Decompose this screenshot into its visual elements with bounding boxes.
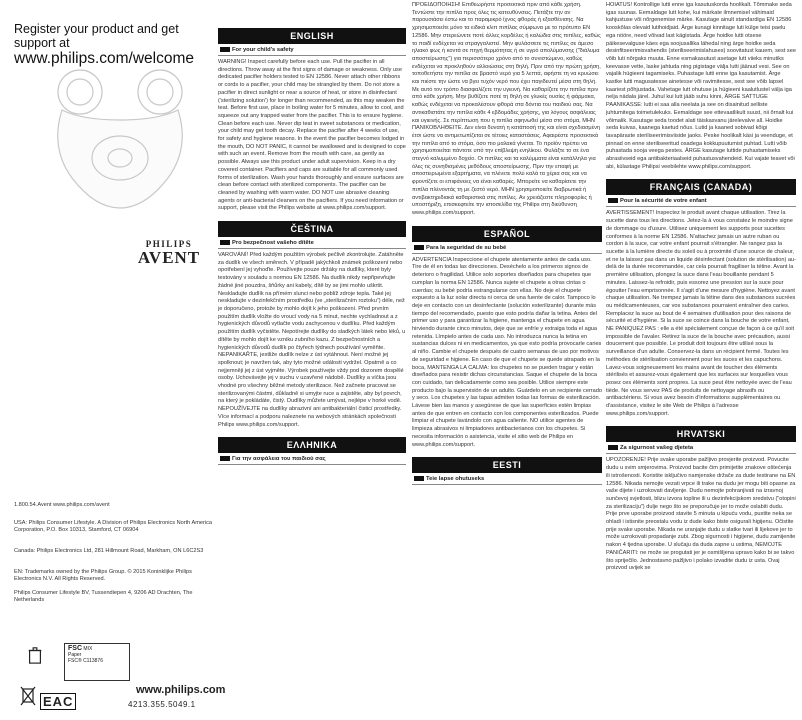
contact-canada-text: Canada: Philips Electronics Ltd, 281 Hillmount Road, Markham, ON L6C2S3	[14, 548, 204, 554]
section-sub-eesti: Teie lapse ohutuseks	[412, 475, 602, 485]
register-text: Register your product and get support at	[14, 22, 179, 50]
section-title-eesti: EESTI	[412, 457, 602, 473]
section-sub-ellinika: Για την ασφάλεια του παιδιού σας	[218, 455, 406, 465]
pacifier-illustration	[40, 58, 200, 218]
column-4	[606, 2, 796, 573]
section-text-espanol: ADVERTENCIA Inspeccione el chupete atentamente antes de cada uso. Tire de él en todas las direcciones. Deséchelo a los primeros signos de deterioro o fragilidad. Utilice solo soportes diseñados para chupetes que cumplan la norma EN 12586. Nunca sujete el chupete a otras cintas o cuerdas; su bebé podría estrangularse con ellas. No deje el chupete expuesto a la luz solar directa ni cerca de una fuente de calor. Tampoco lo deje en contacto con un desinfectante (solución esterilizante) durante más tiempo del recomendado, puesto que esto podría dañar la tetina. Antes del primer uso y para garantizar la higiene, mantenga el chupete en agua hirviendo durante cinco minutos, deje que se enfríe y extraiga toda el agua retenida. Límpielo antes de cada uso. No introduzca nunca la tetina en sustancias dulces ni en medicamentos, ya que esto podría provocarle caries al niño. Cambie el chupete después de cuatro semanas de uso por motivos de seguridad e higiene. En caso de que el chupete se quede atrapado en la boca, MANTENGA LA CALMA: los chupetes no se pueden tragar y están diseñados para resistir dichas circunstancias. Saque el chupete de la boca con cuidado, tan delicadamente como sea posible. Utilice siempre este producto bajo la supervisión de un adulto. Guárdelo en un recipiente cerrado y seco. Los chupetes y las tapas admiten todas las formas de esterilización. Lávese bien las manos y asegúrese de que las superficies estén limpias antes de que entren en contacto con los componentes esterilizados. Puede limpiar el chupete lavándolo con agua caliente. NO utilice agentes de limpieza abrasivos ni limpiadores antibacterianos con los chupetes. Si necesita información o asistencia, visite el sitio web de Philips en www.philips.com/support.	[412, 256, 603, 448]
section-sub-hrvatski: Za sigurnost vašeg djeteta	[606, 444, 796, 454]
eac-mark: EAC	[40, 693, 76, 710]
section-title-hrvatski: HRVATSKI	[606, 426, 796, 442]
contact-usa-text: USA: Philips Consumer Lifestyle. A Division of Philips Electronics North America Corporation, P.O. Box 10313, Stamford, CT 06904	[14, 520, 213, 534]
trademark-text: EN: Trademarks owned by the Philips Group. © 2015 Koninklijke Philips Electronics N.V. All Rights Reserved.	[14, 569, 192, 583]
fsc-paper: Paper	[68, 652, 82, 658]
column-3	[412, 2, 602, 488]
contact-usa	[14, 520, 214, 540]
document-code: 4213.355.5049.1	[128, 700, 196, 709]
weee-bin-icon	[20, 685, 36, 707]
section-sub-espanol: Para la seguridad de su bebé	[412, 244, 602, 254]
section-text-eesti: HOIATUS! Kontrollige lutti enne iga kasutuskorda hoolikalt. Tõmmake seda igas suunas. Eemaldage lutt kohe, kui märkate ilmnemisel vähimaid kahjustuse või nõrgenemise märke. Kasutage ainult standardiga EN 12586 kooskõlas olevaid lutihoidjaid. Ärge kunagi kinnitage luti külge teisi paelu ega nööre, need võivad last kägistada. Ärge hoidke lutti otsese päikesevalguse käes ega soojusallika lähedal ning ärge hoidke seda desinfitseerimisvahendis (steriliseerimislahuses) soovitatust kauem, sest see võib luti nõrgaks muuta. Enne esmakasutust asetage lutt viieks minutiks keevasse vette, laske jahtuda ning pigistage välja lutti jäänud vesi. See on vajalik hügieeni tagamiseks. Puhastage lutti enne iga kasutamist. Ärge kastke lutti magusatesse ainetesse või ravimitesse, sest see võib lapsel kaariest põhjustada. Vahetage lutt ohutuse ja hügieeni kaalutlustel välja iga nelja nädala järel. Juhul kui lutt jääb suhu kinni, ÄRGE SATTUGE PAANIKASSE: lutti ei saa alla neelata ja see on disainitud selliste juhtumitega toimetulekuks. Eemaldage see ettevaatlikult suust, nii õrnalt kui võimalik. Kasutage seda toodet alati täiskasvanu järelevalve all. Hoidke seda kuivas, kaanega kaetud nõus. Lutid ja kaaned sobivad kõigi tavapäraste steriliseerimisviiside jaoks. Peske hoolikalt käsi ja veenduge, et pinnad on enne steriliseeritud osadega kokkupuutumist puhtad. Lutti võib puhastada sooja veega pestes. ÄRGE kasutage luttide puhastamiseks abrasiivseid ega antibakteriaalseid puhastusvahendeid. Kui vajate teavet või abi, külastage Philipsi veebilehte www.philips.com/support.	[606, 2, 796, 170]
section-sub-francais: Pour la sécurité de votre enfant	[606, 197, 796, 207]
contact-phone-web: 1.800.54.Avent www.philips.com/avent	[14, 502, 110, 508]
contact-trademark	[14, 569, 214, 589]
recycle-icon	[26, 645, 44, 665]
section-title-ellinika: ΕΛΛΗΝΙΚΑ	[218, 437, 406, 453]
footer-url[interactable]: www.philips.com	[136, 684, 226, 696]
section-title-francais: FRANÇAIS (CANADA)	[606, 179, 796, 195]
section-text-ellinika: ΠΡΟΕΙΔΟΠΟΙΗΣΗ! Επιθεωρήστε προσεκτικά πριν από κάθε χρήση. Τεντώστε την πιπίλα προς όλες τις κατευθύνσεις. Πετάξτε την αν παρουσιάσει έστω και το παραμικρό ίχνος φθοράς ή εξασθένισης. Να χρησιμοποιείτε μόνο τα ειδικά κλιπ πιπίλας σύμφωνα με το πρότυπο EN 12586. Μην στερεώνετε ποτέ άλλες κορδέλες ή καλώδια στις πιπίλες, καθώς το παιδί ενδέχεται να στραγγαλιστεί. Μην φυλάσσετε τις πιπίλες σε άμεσο ηλιακό φως ή κοντά σε πηγή θερμότητας ή σε υγρό απολύμανσης ("διάλυμα αποστείρωσης") για περισσότερο χρόνο από το συνιστώμενο, καθώς ενδέχεται να προκληθούν αλλοιώσεις στη θηλή. Πριν από την πρώτη χρήση, τοποθετήστε την πιπίλα σε βραστό νερό για 5 λεπτά, αφήστε τη να κρυώσει και πιέστε την ώστε να βγει τυχόν νερό που έχει παγιδευτεί μέσα στη θηλή. Με αυτό τον τρόπο διασφαλίζετε την υγιεινή. Να καθαρίζετε την πιπίλα πριν από κάθε χρήση. Μην βυθίζετε ποτέ τη θηλή σε γλυκές ουσίες ή φάρμακα, καθώς ενδέχεται να προκαλέσουν φθορά στα δόντια του παιδιού σας. Να αντικαθιστάτε την πιπίλα κάθε 4 εβδομάδες χρήσης, για λόγους ασφάλειας και υγιεινής. Σε περίπτωση που η πιπίλα σφηνωθεί μέσα στο στόμα, ΜΗΝ ΠΑΝΙΚΟΒΛΗΘΕΙΤΕ. Δεν είναι δυνατή η κατάποσή της και είναι σχεδιασμένη έτσι ώστε να αντιμετωπίζεται σε τέτοιες καταστάσεις. Αφαιρέστε προσεκτικά την πιπίλα από το στόμα, όσο πιο μαλακά γίνεται. Το προϊόν πρέπει να χρησιμοποιείται πάντοτε υπό την επίβλεψη ενηλίκου. Φυλάξτε το σε ένα στεγνό καλυμμένο δοχείο. Οι πιπίλες και τα καλύμματα είναι κατάλληλα για όλες τις συνηθισμένες μεθόδους αποστείρωσης. Πριν την επαφή με αποστειρωμένα εξαρτήματα, να πλένετε πολύ καλά τα χέρια σας και να φροντίζετε οι επιφάνειες να είναι καθαρές. Μπορείτε να καθαρίσετε την πιπίλα πλένοντάς τη με ζεστό νερό. ΜΗΝ χρησιμοποιείτε διαβρωτικά ή αντιβακτηριδιακά καθαριστικά στις πιπίλες. Αν χρειάζεστε πληροφορίες ή υποστήριξη, επισκεφτείτε την ιστοσελίδα της Philips στη διεύθυνση www.philips.com/support.	[412, 2, 601, 216]
philips-wordmark: PHILIPS	[145, 239, 193, 249]
address-text: Philips Consumer Lifestyle BV, Tussendiepen 4, 9206 AD Drachten, The Netherlands	[14, 590, 193, 604]
register-url[interactable]: www.philips.com/welcome	[14, 50, 195, 67]
fsc-code: FSC® C113876	[68, 658, 103, 664]
section-sub-cestina: Pro bezpečnost vašeho dítěte	[218, 239, 406, 249]
left-column	[14, 0, 226, 720]
section-title-espanol: ESPAÑOL	[412, 226, 602, 242]
fsc-label: FSC	[68, 645, 82, 652]
footer-icons	[18, 641, 226, 717]
section-text-hrvatski: UPOZORENJE! Prije svake uporabe pažljivo provjerite proizvod. Povucite dudu u svim smjerovima. Proizvod bacite čim primijetite znakove oštećenja ili istrošenosti. Koristite isključivo namjenske držače za dude testirane na EN 12586. Nikada nemojte vezati vrpce ili trake na dudu jer mogu biti opasne za vaše dijete i uzrokovati davljenje. Dudu nemojte pohranjivati na izravnoj sunčevoj svjetlosti, blizu izvora topline ili u dezinfekcijskom sredstvu ("otopini za sterilizaciju") dulje nego što se preporučuje jer to može oslabiti dudu. Prije prve uporabe proizvod stavite 5 minuta u kipuću vodu, pustite neka se ohladi i istisnite preostalu vodu iz dude kako biste osigurali higijenu. Očistite prije svake uporabe. Nikada ne uranjajte dudu u slatke tvari ili lijekove jer to može uzrokovati propadanje zubi. Zbog sigurnosti i higijene, dudu zamijenite nakon 4 tjedna uporabe. U slučaju da duda zapne u ustima, NEMOJTE PANIČARITI: ne može se progutati jer je osmišljena upravo kako bi se takvo što spriječilo. Jednostavno pažljivo i polako izvadite dudu iz usta. Ovaj proizvod uvijek se	[606, 457, 796, 572]
column-2	[218, 0, 406, 468]
section-sub-english: For your child's safety	[218, 46, 406, 56]
contact-address	[14, 590, 214, 610]
philips-avent-logo	[134, 239, 204, 266]
section-title-cestina: ČEŠTINA	[218, 221, 406, 237]
contact-canada	[14, 548, 214, 561]
section-text-cestina: VAROVÁNÍ! Před každým použitím výrobek pečlivě zkontrolujte. Zatáhněte za dudlík ve všech směrech. V případě jakýchkoli známek poškození nebo opotřebení jej vyhoďte. Používejte pouze držáky na dudlíky, které byly testovány v souladu s normou EN 12586. Na dudlík nikdy nepřipevňujte žádné jiné pouzdra, šňůrky ani kabely, dítě by se jimi mohlo uškrtit. Neskladujte dudlík na přímém slunci nebo poblíž zdroje tepla. Také jej neskladujte v dezinfekčním prostředku (ve „sterilizačním roztoku“) déle, než je doporučeno, protože by mohlo dojít k jeho poškození. Před prvním použitím dudlík vložte do vroucí vody na 5 minut, nechte vychladnout a z hygienických důvodů vytlačte vodu zachycenou v dudlíku. Před každým použitím dudlík vyčistěte. Nepotírejte dudlíky do sladkých látek nebo léků, u dítěte by mohlo dojít ke vzniku zubního kazu. Z bezpečnostních a hygienických důvodů dudlík po čtyřech týdnech používání vyměňte. NEPANIKAŘTE, jestliže dudlík nelze z úst vytáhnout. Není možné jej spolknout; je navržen tak, aby tyto možné události vydržel. Opatrně a co nejjemněji jej z úst vyjměte. Výrobek používejte vždy pod dozorem dospělé osoby. Uchovávejte jej v suchu v uzavřené nádobě. Dudlíky a víčka jsou vhodné pro všechny běžné metody sterilizace. Než začnete pracovat se sterilizovanými částmi, důkladně si umyjte ruce a zajistěte, aby byl povrch, na který je pokládáte, čistý. Dudlíky můžete umývat, nejlépe v horké vodě. NEPOUŽÍVEJTE na dudlíky abrazivní ani antibakteriální čisticí prostředky. Více informací a podporu naleznete na webových stránkách společnosti Philips www.philips.com/support.	[218, 252, 406, 428]
fsc-mix: MIX	[83, 646, 93, 652]
section-title-english: ENGLISH	[218, 28, 406, 44]
section-text-francais: AVERTISSEMENT! Inspectez le produit avant chaque utilisation. Tirez la sucette dans tous les directions. Jetez-la à vous constatez le moindre signe de dommage ou d'usure. Utilisez uniquement les supports pour sucettes conformes à la norme EN 12586. N'attachez jamais un autre ruban ou cordon à la suce, car votre enfant pourrait s'étrangler. Ne rangez pas la sucette à la lumière directe du soleil ou à proximité d'une source de chaleur, et ne la laissez pas dans un liquide désinfectant (solution de stérilisation) au-delà de la durée recommandée, car cela pourrait fragiliser la tétine. Avant la première utilisation, plongez la suce dans l'eau bouillante pendant 5 minutes. Laissez-la refroidir, puis essorez une pression sur la suce pour égoutter l'eau emprisonnée. Il s'agit d'une mesure d'hygiène. Nettoyez avant chaque utilisation. Ne trempez jamais la tétine dans des substances sucrées ou médicamenteuses, car vos substances pourraient entraîner des caries. Remplacez la suce au bout de 4 semaines d'utilisation pour des raisons de sécurité et d'hygiène. Si la suce se coince dans la bouche de votre enfant, NE PANIQUEZ PAS : elle a été spécialement conçue de façon à ce qu'il soit impossible de l'avaler. Retirez la suce de la bouche avec précaution, aussi doucement que possible. Le produit doit toujours être utilisé sous la surveillance d'un adulte. Conservez-la dans un récipient fermé. Toutes les méthodes de stérilisation conviennent pour les suces et les capuchons. Lavez-vous soigneusement les mains avant de toucher des éléments stérilisés et assurez-vous également que les surfaces sur lesquelles vous posez ces éléments sont propres. La suce peut être nettoyée avec de l'eau tiède. Ne vous servez PAS de produits de nettoyage abrasifs ou antibactériens. Si vous avez besoin d'informations supplémentaires ou d'assistance, visitez le site Web de Philips à l'adresse www.philips.com/support.	[606, 210, 796, 417]
avent-wordmark: AVENT	[137, 248, 201, 267]
contact-web	[14, 502, 214, 515]
section-text-english: WARNING! Inspect carefully before each use. Pull the pacifier in all directions. Throw away at the first signs of damage or weakness. Only use dedicated pacifier holders tested to EN 12586. Never attach other ribbons or cords to a pacifier, your child may be strangled by them. Do not store a pacifier in direct sunlight or near a source of heat, or store in disinfectant ('sterilizing solution') for longer than recommended, as this may weaken the teat. Before first use, place in boiling water for 5 minutes, allow to cool, and squeeze out any trapped water from the pacifier. This is to ensure hygiene. Clean before each use. Never dip teat in sweet substances or medication, your child may get tooth decay. Replace the pacifier after 4 weeks of use, for safety and hygiene reasons. In the event the pacifier becomes lodged in the mouth, DO NOT PANIC, it cannot be swallowed and is designed to cope with such an event. Remove from the mouth with care, as gently as possible. Always use this product under adult supervision. Keep in a dry covered container. Pacifiers and caps are suitable for all commonly used forms of sterilization. Wash your hands thoroughly and ensure surfaces are clean before contact with sterilized components. The pacifier can be cleaned by washing with warm water. DO NOT use abrasive cleaning agents or anti-bacterial cleaners on the pacifiers. If you need information or support, please visit the Philips website at www.philips.com/support.	[218, 59, 406, 212]
fsc-badge	[64, 643, 130, 681]
